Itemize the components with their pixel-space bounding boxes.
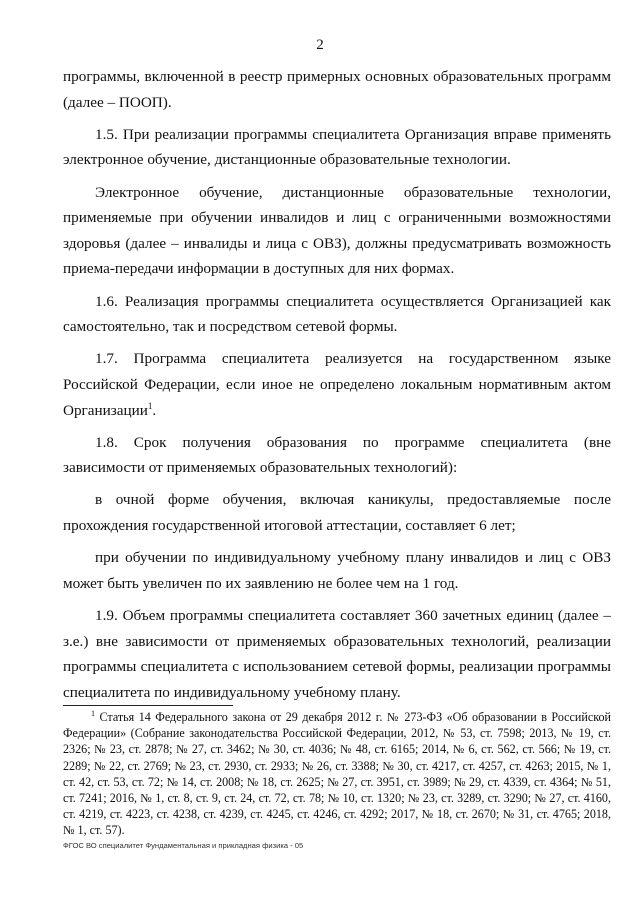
footnote [63,709,611,839]
footnote-text: Статья 14 Федерального закона от 29 декабря 2012 г. № 273-ФЗ «Об образовании в Российской Федерации» (Собрание законодательства Российской Федерации, 2012, № 53, ст. 7598; 2013, № 19, ст. 2326; № 23, ст. 2878; № 27, ст. 3462; № 30, ст. 4036; № 48, ст. 6165; 2014, № 6, ст. 562, ст. 566; № 19, ст. 2289; № 22, ст. 2769; № 23, ст. 2930, ст. 2933; № 26, ст. 3388; № 30, ст. 4217, ст. 4257, ст. 4263; 2015, № 1, ст. 42, ст. 53, ст. 72; № 14, ст. 2008; № 18, ст. 2625; № 27, ст. 3951, ст. 3989; № 29, ст. 4339, ст. 4364; № 51, ст. 7241; 2016, № 1, ст. 8, ст. 9, ст. 24, ст. 72, ст. 78; № 10, ст. 1320; № 23, ст. 3289, ст. 3290; № 27, ст. 4160, ст. 4219, ст. 4223, ст. 4238, ст. 4239, ст. 4245, ст. 4246, ст. 4292; 2017, № 18, ст. 2670; № 31, ст. 4765; 2018, № 1, ст. 57). [63,710,611,838]
paragraph-full-time-term: в очной форме обучения, включая каникулы, предоставляемые после прохождения государственной итоговой аттестации, составляет 6 лет; [63,491,611,535]
paragraph-1-7-end: . [152,401,157,419]
paragraph-individual-plan-term: при обучении по индивидуальному учебному плану инвалидов и лиц с ОВЗ может быть увеличен по их заявлению не более чем на 1 год. [63,549,611,592]
document-body [63,64,611,712]
footnote-divider [63,705,233,706]
page-number: 2 [316,37,324,53]
paragraph-e-learning-ovz: Электронное обучение, дистанционные образовательные технологии, применяемые при обучении инвалидов и лиц с ограниченными возможностями здоровья (далее – инвалиды и лица с ОВЗ), должны предусматривать возможность приема-передачи информации в доступных для них формах. [63,183,611,278]
paragraph-1-7-text: 1.7. Программа специалитета реализуется на государственном языке Российской Федерации, если иное не определено локальным нормативным актом Организации [63,350,611,419]
footnote-reference-marker: 1 [147,400,153,411]
paragraph-1-5: 1.5. При реализации программы специалитета Организация вправе применять электронное обучение, дистанционные образовательные технологии. [63,125,611,169]
footnote-marker: 1 [91,708,95,718]
page-footer: ФГОС ВО специалитет Фундаментальная и прикладная физика - 05 [63,841,304,850]
paragraph-1-7 [63,346,611,423]
paragraph-1-8: 1.8. Срок получения образования по программе специалитета (вне зависимости от применяемых образовательных технологий): [63,433,611,477]
paragraph-1-6: 1.6. Реализация программы специалитета осуществляется Организацией как самостоятельно, так и посредством сетевой формы. [63,292,611,336]
paragraph-1-9: 1.9. Объем программы специалитета составляет 360 зачетных единиц (далее – з.е.) вне зависимости от применяемых образовательных технологий, реализации программы специалитета с использованием сетевой формы, реализации программы специалитета по индивидуальному учебному плану. [63,607,611,701]
paragraph-poop-continuation: программы, включенной в реестр примерных основных образовательных программ (далее – ПООП). [63,68,611,111]
